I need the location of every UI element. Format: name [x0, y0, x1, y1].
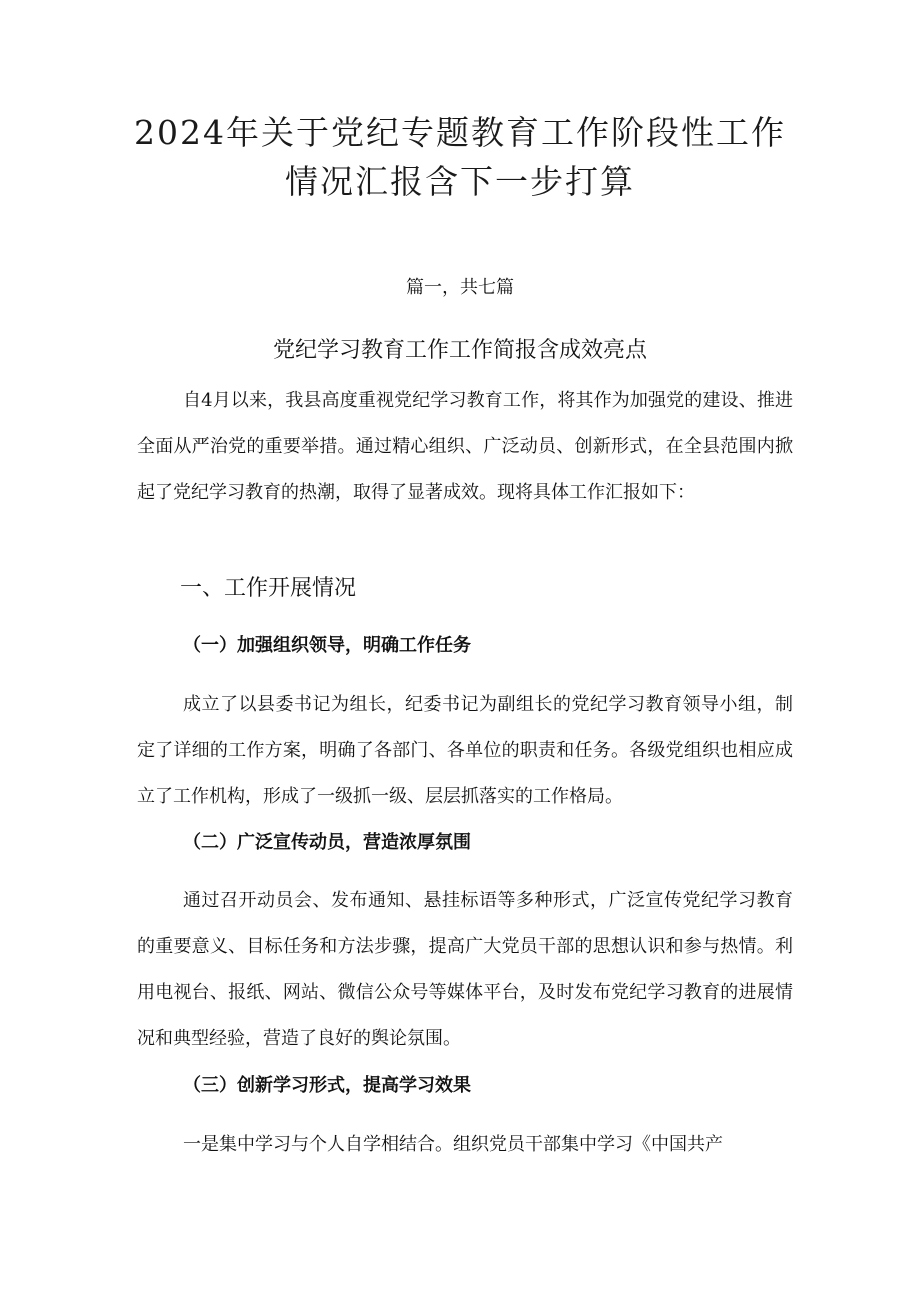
intro-paragraph: 自4月以来，我县高度重视党纪学习教育工作，将其作为加强党的建设、推进全面从严治党的重要举措。通过精心组织、广泛动员、创新形式，在全县范围内掀起了党纪学习教育的热潮，取得了显著成效。现将具体工作汇报如下：: [137, 390, 793, 503]
document-title-line-2: 情况汇报含下一步打算: [285, 162, 635, 201]
subsection-heading-study-forms: （三）创新学习形式，提高学习效果: [183, 1075, 471, 1096]
subsection-paragraph-organization: 成立了以县委书记为组长，纪委书记为副组长的党纪学习教育领导小组，制定了详细的工作方案，明确了各部门、各单位的职责和任务。各级党组织也相应成立了工作机构，形成了一级抓一级、层层抓落实的工作格局。: [137, 694, 793, 807]
chapter-label: 篇一，共七篇: [406, 277, 514, 298]
subsection-heading-publicity: （二）广泛宣传动员，营造浓厚氛围: [183, 832, 471, 853]
subsection-heading-organization: （一）加强组织领导，明确工作任务: [183, 635, 471, 656]
subsection-paragraph-study-forms: 一是集中学习与个人自学相结合。组织党员干部集中学习《中国共产: [183, 1134, 723, 1155]
report-subtitle: 党纪学习教育工作工作简报含成效亮点: [272, 338, 647, 363]
document-title-line-1: 2024年关于党纪专题教育工作阶段性工作: [134, 113, 786, 152]
subsection-paragraph-publicity: 通过召开动员会、发布通知、悬挂标语等多种形式，广泛宣传党纪学习教育的重要意义、目标任务和方法步骤，提高广大党员干部的思想认识和参与热情。利用电视台、报纸、网站、微信公众号等媒体平台，及时发布党纪学习教育的进展情况和典型经验，营造了良好的舆论氛围。: [137, 890, 793, 1049]
section-heading-work-progress: 一、工作开展情况: [180, 576, 357, 601]
